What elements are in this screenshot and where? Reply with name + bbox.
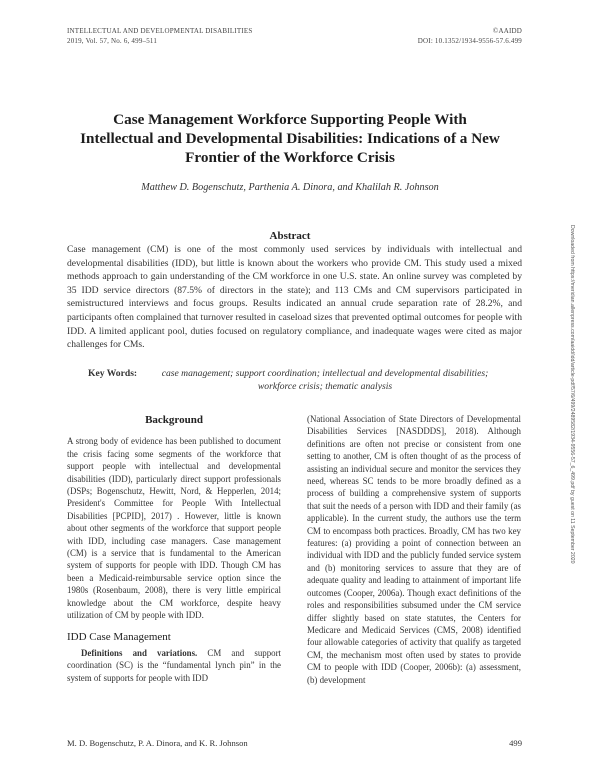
download-watermark [569,225,577,675]
title-line: Intellectual and Developmental Disabilities: Indications of a New [80,130,500,147]
citation: 2019, Vol. 57, No. 6, 499–511 [67,37,158,45]
left-column [67,413,281,684]
background-heading: Background [145,414,203,426]
footer-authors: M. D. Bogenschutz, P. A. Dinora, and K. R. Johnson [67,738,248,748]
copyright: ©AAIDD [492,27,522,35]
doi: DOI: 10.1352/1934-9556-57.6.499 [417,37,522,45]
title-line: Case Management Workforce Supporting People With [113,111,467,128]
running-header-left [67,26,252,46]
abstract-heading: Abstract [269,230,311,242]
keywords-label: Key Words: [88,368,138,379]
keywords [88,368,508,393]
page-number: 499 [509,738,522,748]
journal-name: INTELLECTUAL AND DEVELOPMENTAL DISABILITIES [67,27,253,35]
background-paragraph: A strong body of evidence has been published to document the crisis facing some segments of the workforce that support people with intellectual and developmental disabilities (IDD), particularly direct support professionals (DSPs; Bogenschutz, Hewitt, Nord, & Hepperlen, 2014; President's Committee for People With Intellectual Disabilities [PCPID], 2017) . However, little is known about other segments of the workforce that support people with IDD, including case managers. Case management (CM) is a service that is fundamental to the American system of supports for people with IDD. Though CM has been a Medicaid-reimbursable service option since the 1980s (Rosenbaum, 2008), there is very little empirical knowledge about the CM workforce, despite heavy utilization of CM by people with IDD. [67,436,281,621]
keywords-text: case management; support coordination; intellectual and developmental disabilities; workforce crisis; thematic analysis [161,368,489,392]
runin-text: CM and support coordination (SC) is the “fundamental lynch pin” in the system of supports for people with IDD [67,647,281,683]
right-column-paragraph: (National Association of State Directors of Developmental Disabilities Services [NASDDDS], 2018). Although definitions are often not precise or consistent from one setting to another, CM is often thought of as the process of assisting an individual secure and monitor the services they need, whereas SC tends to be more broadly defined as a process of building a comprehensive system of supports that suit the needs of a person with IDD and their family (as applicable). In the current study, the authors use the term CM to encompass both practices. Broadly, CM has two key features: (a) providing a point of connection between an individual with IDD and the publicly funded service system and (b) monitoring services to assure that they are of adequate quality and leading to attainment of important life outcomes (Cooper, 2006a). Though exact definitions of the roles and responsibilities subsumed under the CM service differ slightly based on state statutes, the Centers for Medicare and Medicaid Services (CMS, 2008) identified four allowable categories of activity that qualify as targeted CM, the mechanism most often used by states to provide CM to people with IDD (Cooper, 2006b): (a) assessment, (b) development [307,414,521,685]
section-heading: IDD Case Management [67,630,171,643]
running-header-right [418,26,522,46]
abstract-text: Case management (CM) is one of the most commonly used services by individuals with intellectual and developmental disabilities (IDD), but little is known about the workers who provide CM. This study used a mixed methods approach to gain understanding of the CM workforce in one U.S. state. An online survey was completed by 35 IDD service directors (87.5% of directors in the state); and 113 CMs and CM supervisors participated in semistructured interviews and focus groups. Results indicated an annual crude separation rate of 28.2%, and participants often complained that turnover resulted in caseload sizes that prevented optimal outcomes for people with IDD. A limited applicant pool, duties focused on regulatory compliance, and inadequate wages were cited as major challenges for CMs. [67,244,522,351]
right-column [307,413,521,686]
author-list: Matthew D. Bogenschutz, Parthenia A. Dinora, and Khalilah R. Johnson [141,182,439,193]
title-line: Frontier of the Workforce Crisis [185,149,395,166]
download-watermark-text: Downloaded from https://meridian.allenpress.com/aaidd/idd/article-pdf/57/6/499/2489582/1934-9556-57_6_499.pdf by guest on 11 September 2020 [569,225,575,564]
runin-heading: Definitions and variations. [81,647,198,658]
article-title [60,110,520,167]
definitions-paragraph [67,647,281,684]
